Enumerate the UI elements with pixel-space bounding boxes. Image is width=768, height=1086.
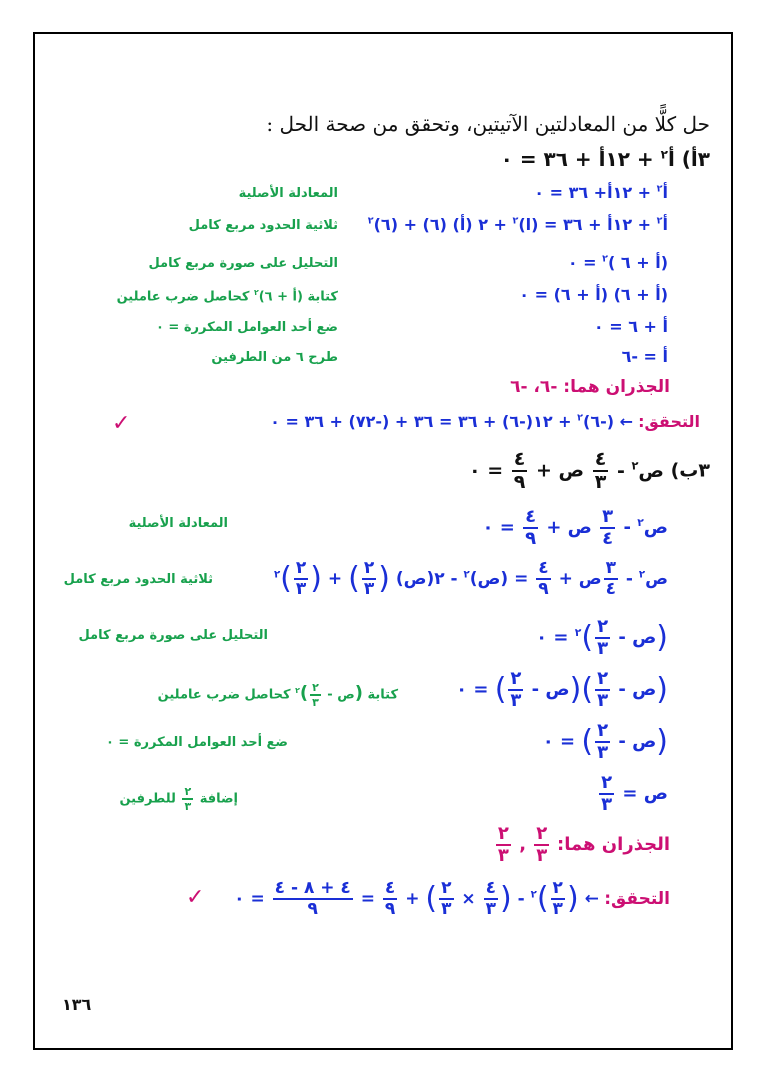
eq-term: = ٠ [468,459,504,482]
part-b-step-2: ص$^٢$ - $\frac{٣}{٤}$ ص + $\frac{٤}{٩}$ = (ص)$^٢$ - ٢(ص) ( $\frac{٢}{٣}$ ) + ( $\frac{٢}{٣}$ )$^٢$ [273,558,668,599]
part-b-roots: الجذران هما: $\frac{٢}{٣}$ , $\frac{٢}{٣}$ [497,823,670,866]
part-a-step-5: أ + ٦ = ٠ [593,317,668,336]
check-mark: ✓ [186,885,205,910]
step-note: طرح ٦ من الطرفين [211,350,338,365]
eq-term: ص + [536,459,585,482]
part-b-check: التحقق: ← ( $\frac{٢}{٣}$ )$^٢$ - ( $\frac{٤}{٣}$ × $\frac{٢}{٣}$ ) + $\frac{٤}{٩}$ = $\frac{٤ + ٨ - ٤}{٩}$ = ٠ [234,878,670,919]
step-note: كتابة (ص - $\frac{٢}{٣}$ )$^٢$ كحاصل ضرب عاملين [157,681,398,709]
part-a-equation [501,147,710,171]
step-note: كتابة (أ + ٦)$^٢$ كحاصل ضرب عاملين [116,288,338,305]
part-a-roots [510,377,670,397]
step-note: التحليل على صورة مربع كامل [78,628,268,643]
check-label: التحقق: [604,889,670,909]
part-b-step-6: ص = $\frac{٢}{٣}$ [601,772,668,815]
check-label: التحقق: [638,412,700,431]
step-note: ضع أحد العوامل المكررة = ٠ [155,320,338,335]
part-a-equation-text: أ$^٢$ + ١٢أ + ٣٦ = ٠ [500,147,675,171]
fraction: $\frac{٤}{٣}$ [594,448,607,493]
part-a-step-4: (أ + ٦) (أ + ٦) = ٠ [519,285,668,304]
instruction-text: حل كلًّا من المعادلتين الآتيتين، وتحقق من صحة الحل : [266,112,710,136]
check-expression: ← (-٦)$^٢$ + ١٢(-٦) + ٣٦ = ٣٦ + (-٧٢) + ٣٦ = ٠ [270,412,634,431]
part-a-label: ٣أ) [681,147,710,171]
part-a-check [270,412,700,431]
fraction: $\frac{٤}{٩}$ [513,448,526,493]
step-note: المعادلة الأصلية [238,186,338,201]
part-b-equation [469,450,710,492]
eq-term: ص$^٢$ - [616,458,664,482]
part-a-step-6: أ = -٦ [621,347,668,366]
step-note: ثلاثية الحدود مربع كامل [188,218,338,233]
part-b-label: ٣ب) [670,459,710,482]
step-note: التحليل على صورة مربع كامل [148,256,338,271]
step-note: ضع أحد العوامل المكررة = ٠ [105,735,288,750]
roots-value: -٦، -٦ [510,377,558,397]
check-mark: ✓ [112,411,131,436]
part-b-step-3: (ص - $\frac{٢}{٣}$ )$^٢$ = ٠ [536,616,668,659]
roots-label: الجذران هما: [557,834,670,855]
part-b-step-4: (ص - $\frac{٢}{٣}$ )(ص - $\frac{٢}{٣}$ ) = ٠ [456,668,668,711]
page-number: ١٣٦ [62,995,92,1014]
part-a-step-1: أ$^٢$ + ١٢أ+ ٣٦ = ٠ [534,183,668,202]
part-b-step-1: ص$^٢$ - $\frac{٣}{٤}$ ص + $\frac{٤}{٩}$ = ٠ [482,506,668,549]
part-a-step-2: أ$^٢$ + ١٢أ + ٣٦ = (ا)$^٢$ + ٢ (أ) (٦) + (٦)$^٢$ [367,215,668,234]
step-note: إضافة $\frac{٢}{٣}$ للطرفين [119,785,238,813]
part-a-step-3: (أ + ٦ )$^٢$ = ٠ [567,253,668,272]
step-note: ثلاثية الحدود مربع كامل [63,572,213,587]
step-note: المعادلة الأصلية [128,516,228,531]
part-b-step-5: (ص - $\frac{٢}{٣}$ ) = ٠ [542,720,668,763]
roots-label: الجذران هما: [563,377,670,397]
